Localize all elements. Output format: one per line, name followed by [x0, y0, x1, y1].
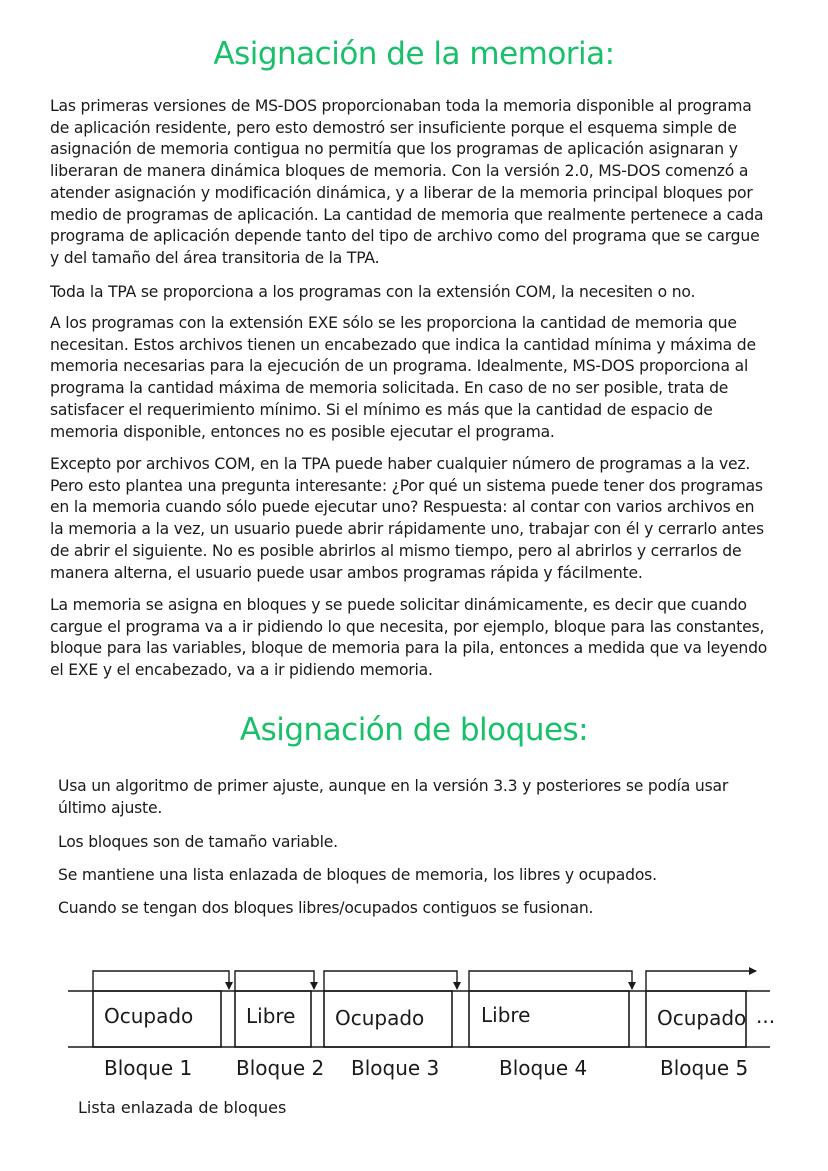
- block-3-name: Bloque 3: [351, 1056, 440, 1080]
- list-item: Cuando se tengan dos bloques libres/ocupados contiguos se fusionan.: [58, 899, 594, 917]
- block-2-state: Libre: [246, 1004, 296, 1028]
- list-item: Se mantiene una lista enlazada de bloques de memoria, los libres y ocupados.: [58, 866, 657, 884]
- link-arrow: [324, 971, 457, 991]
- section-title-blocks: Asignación de bloques:: [239, 712, 589, 748]
- block-2-name: Bloque 2: [236, 1056, 325, 1080]
- paragraph: Toda la TPA se proporciona a los programas con la extensión COM, la necesiten o no.: [50, 283, 696, 301]
- list-item: Usa un algoritmo de primer ajuste, aunque en la versión 3.3 y posteriores se podía usar último ajuste.: [58, 777, 729, 817]
- link-arrow: [646, 971, 756, 991]
- block-1-name: Bloque 1: [104, 1056, 193, 1080]
- paragraph: Excepto por archivos COM, en la TPA puede haber cualquier número de programas a la vez. Pero esto plantea una pregunta interesante: ¿Por qué un sistema puede tener dos programas en la memoria cuando sólo puede ejecutar uno? Respuesta: al contar con varios archivos en la memoria a la vez, un usuario puede abrir rápidamente uno, trabajar con él y cerrarlo antes de abrir el siguiente. No es posible abrirlos al mismo tiempo, pero al abrirlos y cerrarlos de manera alterna, el usuario puede usar ambos programas rápida y fácilmente.: [50, 455, 764, 582]
- block-5-name: Bloque 5: [660, 1056, 749, 1080]
- ellipsis: ...: [756, 1004, 776, 1028]
- list-item: Los bloques son de tamaño variable.: [58, 833, 338, 851]
- section-title-memory: Asignación de la memoria:: [213, 36, 615, 72]
- diagram-caption: Lista enlazada de bloques: [78, 1098, 287, 1117]
- paragraph: A los programas con la extensión EXE sólo se les proporciona la cantidad de memoria que necesitan. Estos archivos tienen un encabezado que indica la cantidad mínima y máxima de memoria necesarias para la ejecución de un programa. Idealmente, MS-DOS proporciona al programa la cantidad máxima de memoria solicitada. En caso de no ser posible, trata de satisfacer el requerimiento mínimo. Si el mínimo es más que la cantidad de espacio de memoria disponible, entonces no es posible ejecutar el programa.: [50, 314, 756, 441]
- link-arrow: [235, 971, 314, 991]
- linked-list-diagram: [0, 955, 828, 1095]
- link-arrow: [469, 971, 632, 991]
- paragraph: Las primeras versiones de MS-DOS proporcionaban toda la memoria disponible al programa de aplicación residente, pero esto demostró ser insuficiente porque el esquema simple de asignación de memoria contigua no permitía que los programas de aplicación asignaran y liberaran de manera dinámica bloques de memoria. Con la versión 2.0, MS-DOS comenzó a atender asignación y modificación dinámica, y a liberar de la memoria principal bloques por medio de programas de aplicación. La cantidad de memoria que realmente pertenece a cada programa de aplicación depende tanto del tipo de archivo como del programa que se cargue y del tamaño del área transitoria de la TPA.: [50, 97, 764, 267]
- block-4-state: Libre: [481, 1003, 531, 1027]
- link-arrow: [93, 971, 229, 991]
- block-3-state: Ocupado: [335, 1006, 425, 1030]
- paragraph: La memoria se asigna en bloques y se puede solicitar dinámicamente, es decir que cuando cargue el programa va a ir pidiendo lo que necesita, por ejemplo, bloque para las constantes, bloque para las variables, bloque de memoria para la pila, entonces a medida que va leyendo el EXE y el encabezado, va a ir pidiendo memoria.: [50, 596, 768, 680]
- block-5-state: Ocupado: [657, 1006, 747, 1030]
- block-1-state: Ocupado: [104, 1004, 194, 1028]
- block-4-name: Bloque 4: [499, 1056, 588, 1080]
